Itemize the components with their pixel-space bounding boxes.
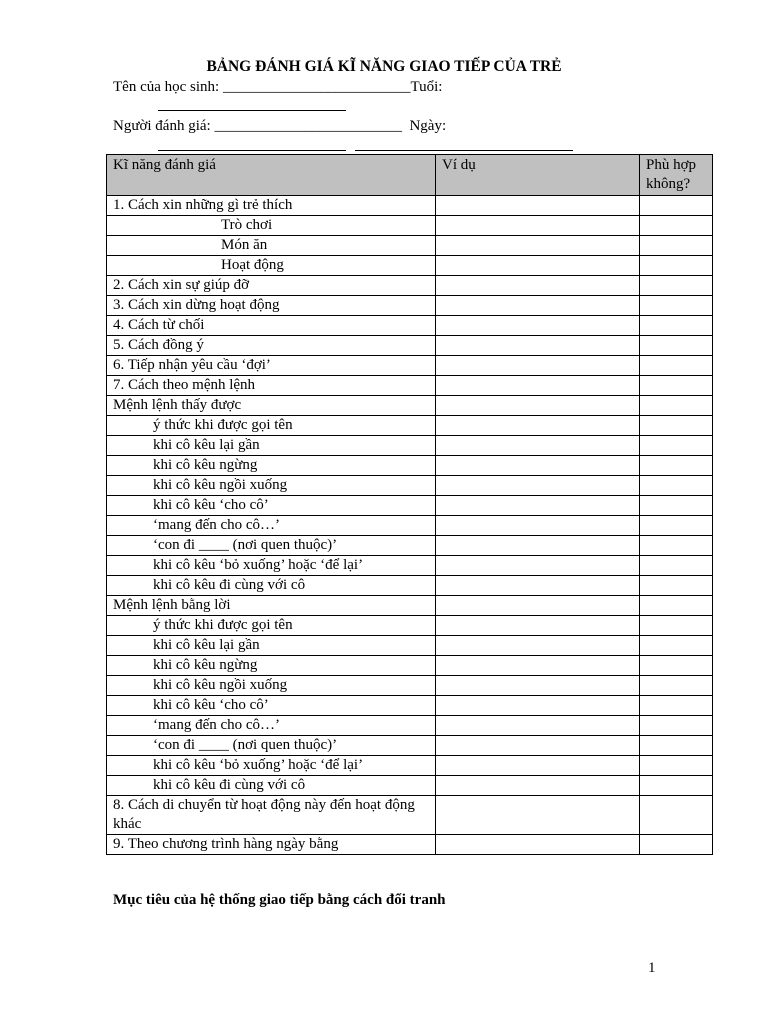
suitable-cell[interactable]: [640, 536, 713, 556]
example-cell[interactable]: [436, 396, 640, 416]
header-example: Ví dụ: [436, 155, 640, 196]
example-cell[interactable]: [436, 416, 640, 436]
blank-line-left: [158, 150, 346, 151]
suitable-cell[interactable]: [640, 396, 713, 416]
suitable-cell[interactable]: [640, 436, 713, 456]
table-row: [107, 556, 713, 576]
suitable-cell[interactable]: [640, 196, 713, 216]
suitable-cell[interactable]: [640, 356, 713, 376]
suitable-cell[interactable]: [640, 596, 713, 616]
student-name-line: Tên của học sinh: _________________________Tuổi:: [113, 79, 443, 95]
skill-cell: ‘con đi ____ (nơi quen thuộc)’: [107, 536, 436, 556]
skill-cell: 3. Cách xin dừng hoạt động: [107, 296, 436, 316]
example-cell[interactable]: [436, 556, 640, 576]
example-cell[interactable]: [436, 756, 640, 776]
table-row: [107, 496, 713, 516]
table-row: [107, 656, 713, 676]
table-row: [107, 216, 713, 236]
table-row: [107, 676, 713, 696]
table-row: [107, 376, 713, 396]
skill-cell: khi cô kêu đi cùng với cô: [107, 776, 436, 796]
skill-cell: khi cô kêu ngừng: [107, 456, 436, 476]
example-cell[interactable]: [436, 616, 640, 636]
page-title: BẢNG ĐÁNH GIÁ KĨ NĂNG GIAO TIẾP CỦA TRẺ: [206, 58, 562, 75]
table-row: [107, 776, 713, 796]
table-row: [107, 456, 713, 476]
example-cell[interactable]: [436, 496, 640, 516]
suitable-cell[interactable]: [640, 636, 713, 656]
example-cell[interactable]: [436, 636, 640, 656]
example-cell[interactable]: [436, 796, 640, 835]
table-row: [107, 576, 713, 596]
skill-cell: ‘mang đến cho cô…’: [107, 516, 436, 536]
example-cell[interactable]: [436, 336, 640, 356]
example-cell[interactable]: [436, 576, 640, 596]
table-row: [107, 396, 713, 416]
table-row: [107, 736, 713, 756]
skill-cell: 5. Cách đồng ý: [107, 336, 436, 356]
table-row: [107, 316, 713, 336]
table-row: [107, 416, 713, 436]
table-row: [107, 256, 713, 276]
skill-cell: khi cô kêu ‘cho cô’: [107, 696, 436, 716]
skill-cell: khi cô kêu ‘bỏ xuống’ hoặc ‘để lại’: [107, 556, 436, 576]
example-cell[interactable]: [436, 656, 640, 676]
example-cell[interactable]: [436, 216, 640, 236]
example-cell[interactable]: [436, 376, 640, 396]
suitable-cell[interactable]: [640, 316, 713, 336]
suitable-cell[interactable]: [640, 456, 713, 476]
table-row: [107, 636, 713, 656]
suitable-cell[interactable]: [640, 296, 713, 316]
table-row: [107, 536, 713, 556]
example-cell[interactable]: [436, 476, 640, 496]
suitable-cell[interactable]: [640, 556, 713, 576]
skill-cell: khi cô kêu ngừng: [107, 656, 436, 676]
skill-cell: 9. Theo chương trình hàng ngày bằng: [107, 835, 436, 855]
table-row: [107, 696, 713, 716]
table-row: [107, 596, 713, 616]
section-heading: Mục tiêu của hệ thống giao tiếp bằng cách đổi tranh: [113, 892, 446, 908]
skill-cell: 1. Cách xin những gì trẻ thích: [107, 196, 436, 216]
example-cell[interactable]: [436, 696, 640, 716]
suitable-cell[interactable]: [640, 496, 713, 516]
suitable-cell[interactable]: [640, 656, 713, 676]
suitable-cell[interactable]: [640, 616, 713, 636]
table-body: [107, 196, 713, 855]
example-cell[interactable]: [436, 236, 640, 256]
suitable-cell[interactable]: [640, 796, 713, 835]
table-row: [107, 436, 713, 456]
example-cell[interactable]: [436, 296, 640, 316]
table-row: [107, 276, 713, 296]
table-row: [107, 476, 713, 496]
header-skill: Kĩ năng đánh giá: [107, 155, 436, 196]
page-number: 1: [648, 960, 656, 976]
suitable-cell[interactable]: [640, 776, 713, 796]
example-cell[interactable]: [436, 256, 640, 276]
suitable-cell[interactable]: [640, 336, 713, 356]
table-row: [107, 196, 713, 216]
date-blank-line: [355, 150, 573, 151]
example-cell[interactable]: [436, 736, 640, 756]
suitable-cell[interactable]: [640, 736, 713, 756]
suitable-cell[interactable]: [640, 236, 713, 256]
example-cell[interactable]: [436, 835, 640, 855]
skill-cell: ‘con đi ____ (nơi quen thuộc)’: [107, 736, 436, 756]
table-row: [107, 356, 713, 376]
suitable-cell[interactable]: [640, 516, 713, 536]
suitable-cell[interactable]: [640, 576, 713, 596]
skill-cell: 4. Cách từ chối: [107, 316, 436, 336]
skill-cell: ý thức khi được gọi tên: [107, 416, 436, 436]
example-cell[interactable]: [436, 716, 640, 736]
example-cell[interactable]: [436, 596, 640, 616]
skill-cell: khi cô kêu lại gần: [107, 636, 436, 656]
example-cell[interactable]: [436, 356, 640, 376]
skill-cell: 2. Cách xin sự giúp đỡ: [107, 276, 436, 296]
skill-cell: Món ăn: [107, 236, 436, 256]
table-row: [107, 835, 713, 855]
suitable-cell[interactable]: [640, 216, 713, 236]
skill-cell: Trò chơi: [107, 216, 436, 236]
skill-cell: Mệnh lệnh thấy được: [107, 396, 436, 416]
example-cell[interactable]: [436, 536, 640, 556]
skill-cell: khi cô kêu đi cùng với cô: [107, 576, 436, 596]
table-row: [107, 616, 713, 636]
table-header-row: [107, 155, 713, 196]
suitable-cell[interactable]: [640, 696, 713, 716]
example-cell[interactable]: [436, 676, 640, 696]
table-row: [107, 296, 713, 316]
example-cell[interactable]: [436, 436, 640, 456]
example-cell[interactable]: [436, 516, 640, 536]
suitable-cell[interactable]: [640, 276, 713, 296]
skill-cell: Hoạt động: [107, 256, 436, 276]
skills-table: [106, 154, 713, 855]
skill-cell: Mệnh lệnh bằng lời: [107, 596, 436, 616]
example-cell[interactable]: [436, 196, 640, 216]
table-row: [107, 796, 713, 835]
skill-cell: 6. Tiếp nhận yêu cầu ‘đợi’: [107, 356, 436, 376]
age-blank-line: [158, 110, 346, 111]
suitable-cell[interactable]: [640, 716, 713, 736]
example-cell[interactable]: [436, 276, 640, 296]
skill-cell: 7. Cách theo mệnh lệnh: [107, 376, 436, 396]
skill-cell: khi cô kêu lại gần: [107, 436, 436, 456]
table-row: [107, 236, 713, 256]
skill-cell: khi cô kêu ngồi xuống: [107, 676, 436, 696]
suitable-cell[interactable]: [640, 676, 713, 696]
skill-cell: khi cô kêu ‘cho cô’: [107, 496, 436, 516]
table-row: [107, 756, 713, 776]
suitable-cell[interactable]: [640, 756, 713, 776]
suitable-cell[interactable]: [640, 835, 713, 855]
skill-cell: khi cô kêu ‘bỏ xuống’ hoặc ‘để lại’: [107, 756, 436, 776]
table-row: [107, 516, 713, 536]
suitable-cell[interactable]: [640, 476, 713, 496]
example-cell[interactable]: [436, 316, 640, 336]
header-suitable: Phù hợp không?: [640, 155, 713, 196]
table-row: [107, 716, 713, 736]
evaluator-line: Người đánh giá: _________________________ Ngày:: [113, 118, 447, 134]
example-cell[interactable]: [436, 776, 640, 796]
suitable-cell[interactable]: [640, 376, 713, 396]
suitable-cell[interactable]: [640, 256, 713, 276]
table-row: [107, 336, 713, 356]
suitable-cell[interactable]: [640, 416, 713, 436]
example-cell[interactable]: [436, 456, 640, 476]
skill-cell: 8. Cách di chuyển từ hoạt động này đến hoạt động khác: [107, 796, 436, 835]
skill-cell: ý thức khi được gọi tên: [107, 616, 436, 636]
skill-cell: ‘mang đến cho cô…’: [107, 716, 436, 736]
skill-cell: khi cô kêu ngồi xuống: [107, 476, 436, 496]
